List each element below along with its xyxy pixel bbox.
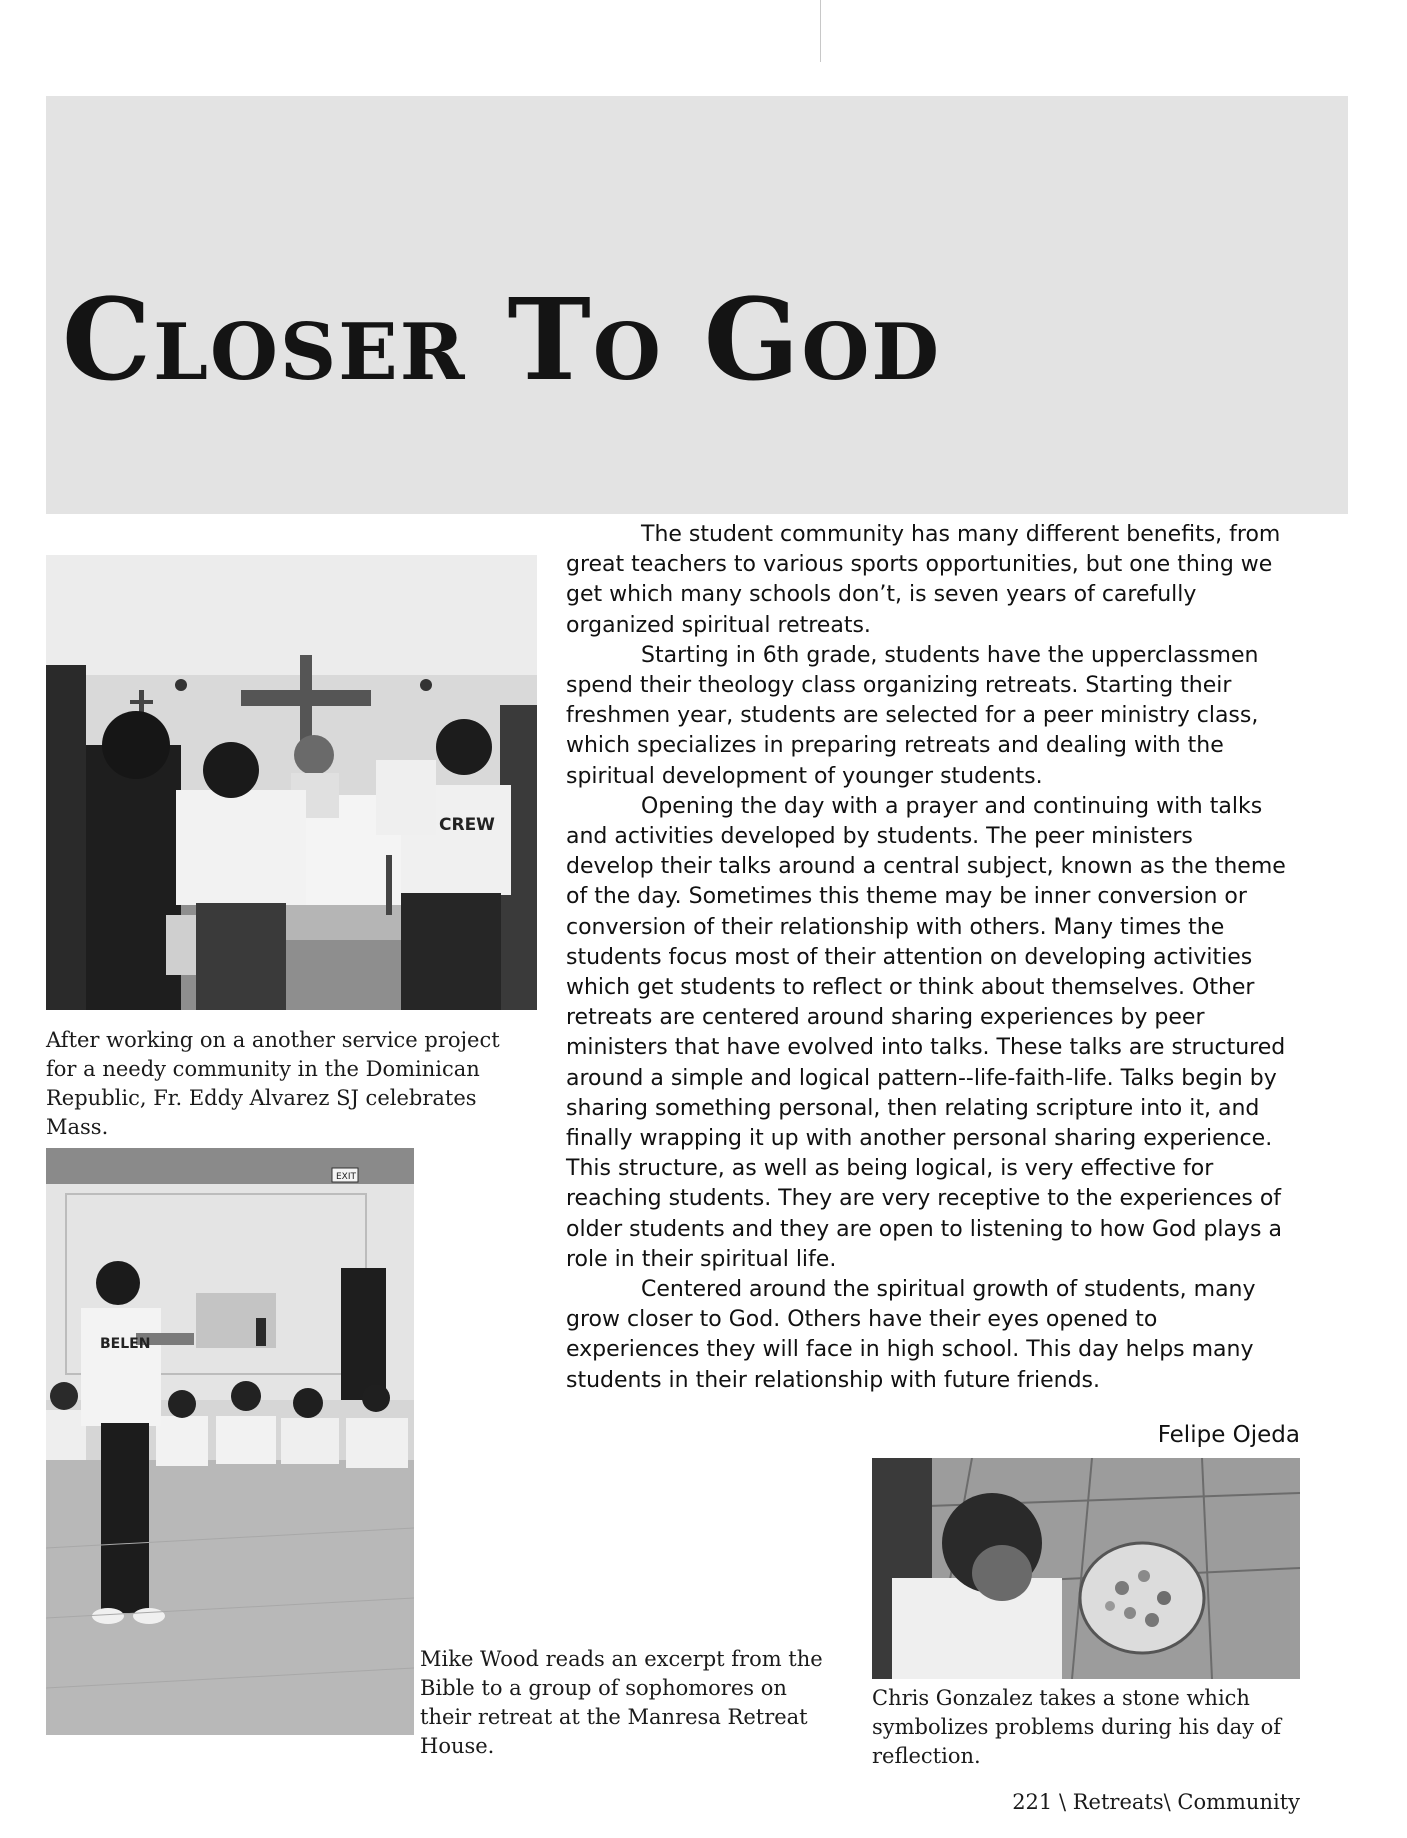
page-fold-line (820, 0, 821, 62)
page-footer (930, 1790, 1300, 1814)
mass-photo (46, 555, 537, 1010)
article-paragraph: The student community has many different benefits, from great teachers to various sports opportunities, but one thing we get which many schools don’t, is seven years of carefully organized spiritual retreats. (566, 522, 1281, 638)
bible-photo-caption: Mike Wood reads an excerpt from the Bible to a group of sophomores on their retreat at the Manresa Retreat House. (420, 1647, 823, 1758)
article-body (566, 520, 1286, 1396)
crew-shirt-text: CREW (439, 815, 495, 835)
article-paragraph: Starting in 6th grade, students have the upperclassmen spend their theology class organizing retreats. Starting their freshmen year, students are selected for a peer ministry class, which specializes in preparing retreats and dealing with the spiritual development of younger students. (566, 642, 1259, 789)
footer-separator: \ (1163, 1790, 1171, 1814)
page-title: Closer To God (62, 275, 942, 406)
article-paragraph: Centered around the spiritual growth of students, many grow closer to God. Others have their eyes opened to experiences they will face in high school. This day helps many students in their relationship with future friends. (566, 1277, 1256, 1393)
byline: Felipe Ojeda (1157, 1422, 1300, 1448)
article-paragraph: Opening the day with a prayer and continuing with talks and activities developed by students. The peer ministers develop their talks around a central subject, known as the theme of the day. Sometimes this theme may be inner conversion or conversion of their relationship with others. Many times the students focus most of their attention on developing activities which get students to reflect or think about themselves. Other retreats are centered around sharing experiences by peer ministers that have evolved into talks. These talks are structured around a simple and logical pattern--life-faith-life. Talks begin by sharing something personal, then relating scripture into it, and finally wrapping it up with another personal sharing experience. This structure, as well as being logical, is very effective for reaching students. They are very receptive to the experiences of older students and they are open to listening to how God plays a role in their spiritual life. (566, 793, 1286, 1272)
footer-separator: \ (1058, 1790, 1067, 1814)
exit-sign-text: EXIT (336, 1172, 357, 1182)
page-number: 221 (1012, 1790, 1053, 1814)
footer-subsection: Community (1177, 1790, 1300, 1814)
bible-reading-photo (46, 1148, 414, 1735)
stone-photo-caption: Chris Gonzalez takes a stone which symbolizes problems during his day of reflection. (872, 1686, 1282, 1768)
belen-sweatshirt-text: BELEN (100, 1336, 151, 1352)
footer-section: Retreats (1072, 1790, 1164, 1814)
stone-photo (872, 1458, 1300, 1679)
mass-photo-caption: After working on a another service project for a needy community in the Dominican Republic, Fr. Eddy Alvarez SJ celebrates Mass. (46, 1028, 500, 1139)
